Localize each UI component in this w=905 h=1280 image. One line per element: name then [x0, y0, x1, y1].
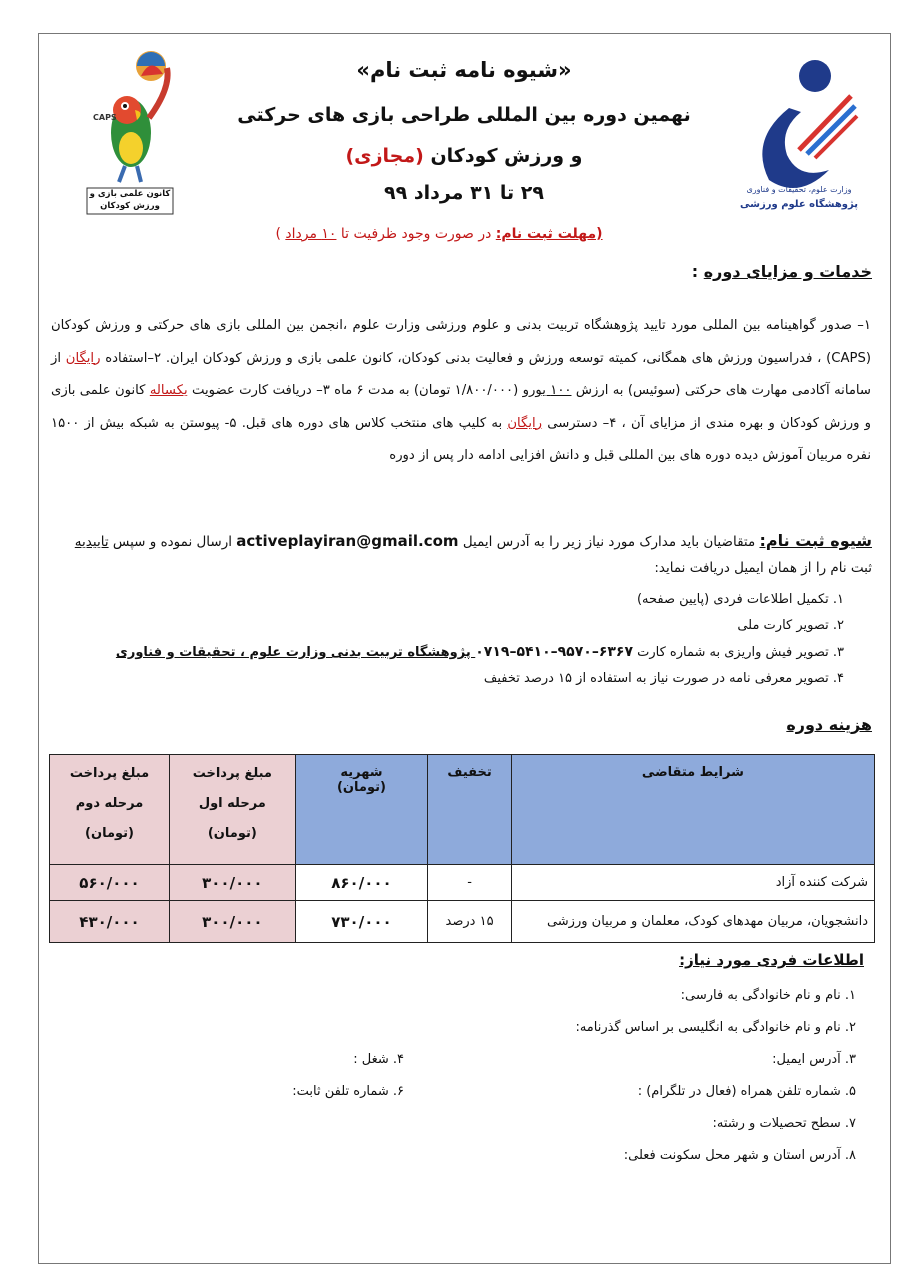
field-job: ۴. شغل : [353, 1052, 404, 1067]
list-item: ۴. تصویر معرفی نامه در صورت نیاز به استفاده از ۱۵ درصد تخفیف [483, 671, 844, 686]
services-text-4: کانون علمی بازی و ورزش کودکان و بهره مندی از مزایای آن ، ۴– دسترسی [51, 383, 871, 431]
table-cell: ۸۶۰/۰۰۰ [295, 865, 428, 901]
services-text-2: از سامانه آکادمی مهارت های حرکتی (سوئیس) به ارزش [51, 350, 871, 399]
deadline-close: ) [275, 226, 286, 242]
col-discount: تخفیف [428, 755, 512, 865]
card-number: ۶۳۶۷–۹۵۷۰–۵۴۱۰–۰۷۱۹ [475, 644, 633, 660]
field-email: ۳. آدرس ایمیل: [772, 1052, 856, 1067]
registration-heading: شیوه ثبت نام: [759, 531, 872, 550]
personal-heading-wrap [679, 950, 864, 969]
list-item [59, 639, 844, 666]
one-year-highlight: یکساله [149, 383, 188, 399]
field-education: ۷. سطح تحصیلات و رشته: [712, 1116, 856, 1131]
table-cell: ۳۰۰/۰۰۰ [170, 865, 296, 901]
fees-heading: هزینه دوره [786, 715, 872, 734]
field-address: ۸. آدرس استان و شهر محل سکونت فعلی: [623, 1148, 856, 1163]
list-item: ۱. تکمیل اطلاعات فردی (پایین صفحه) [636, 592, 844, 607]
table-header-row [50, 755, 875, 865]
table-cell: شرکت کننده آزاد [511, 865, 874, 901]
field-name-fa: ۱. نام و نام خانوادگی به فارسی: [680, 988, 856, 1003]
list-item-text: ۳. تصویر فیش واریزی به شماره کارت [633, 645, 844, 660]
deadline-text: در صورت وجود ظرفیت تا [336, 226, 492, 242]
services-text-3: (۱/۸۰۰/۰۰۰ تومان) به مدت ۶ ماه ۳– دریافت کارت عضویت [187, 383, 523, 399]
table-row [50, 865, 875, 901]
required-documents-list [59, 587, 844, 692]
course-dates: ۲۹ تا ۳۱ مرداد ۹۹ [384, 182, 544, 204]
registration-intro [59, 528, 872, 581]
col-applicant: شرایط متقاضی [511, 755, 874, 865]
caps-text: CAPS [93, 113, 117, 122]
table-row [50, 901, 875, 943]
field-mobile: ۵. شماره تلفن همراه (فعال در تلگرام) : [637, 1084, 856, 1099]
free-highlight-2: رایگان [507, 415, 543, 431]
fees-table [49, 754, 875, 943]
confirmation-word: تاییدیه [74, 534, 109, 550]
institute-label: پژوهشگاه علوم ورزشی [740, 199, 858, 210]
registration-email[interactable]: activeplayiran@gmail.com [236, 532, 459, 550]
euro-value: ۱۰۰ یورو [522, 383, 572, 399]
course-subtitle-text: و ورزش کودکان [430, 145, 583, 167]
deadline-date: ۱۰ مرداد [285, 226, 337, 242]
virtual-label: (مجازی) [345, 145, 424, 167]
field-phone: ۶. شماره تلفن ثابت: [292, 1084, 404, 1099]
registration-text-b: ارسال نموده و سپس [108, 534, 237, 550]
table-cell: ۷۳۰/۰۰۰ [295, 901, 428, 943]
sport-institute-logo [729, 50, 869, 220]
card-owner: پژوهشگاه تربیت بدنی وزارت علوم ، تحقیقات و فناوری [115, 645, 476, 660]
registration-text-a: متقاضیان باید مدارک مورد نیاز زیر را به آدرس ایمیل [458, 534, 760, 550]
course-subtitle [269, 145, 659, 167]
caps-parrot-logo [79, 48, 179, 218]
table-cell: دانشجویان، مربیان مهدهای کودک، معلمان و مربیان ورزشی [511, 901, 874, 943]
table-cell: ۴۳۰/۰۰۰ [50, 901, 170, 943]
page-title: «شیوه نامه ثبت نام» [356, 58, 572, 82]
table-cell: ۱۵ درصد [428, 901, 512, 943]
list-item: ۲. تصویر کارت ملی [737, 618, 844, 633]
col-second-payment: مبلغ پرداخت مرحله دوم (تومان) [50, 755, 170, 865]
registration-text-c: ثبت نام را از همان ایمیل دریافت نماید: [654, 560, 872, 576]
col-tuition: شهریه (تومان) [295, 755, 428, 865]
fees-heading-wrap [786, 715, 872, 734]
free-highlight-1: رایگان [65, 350, 101, 366]
table-cell: - [428, 865, 512, 901]
ministry-label: وزارت علوم، تحقیقات و فناوری [746, 185, 852, 194]
services-text-1: ۱– صدور گواهینامه بین المللی مورد تایید پژوهشگاه تربیت بدنی و علوم ورزشی وزارت علوم ،انجمن بین المللی بازی های حرکتی و ورزش کودکان (CAPS) ، فدراسیون ورزش های همگانی، کمیته توسعه ورزش و فعالیت بدنی کودکان، کانون علمی بازی و ورزش کودکان ایران. ۲–استفاده [51, 318, 871, 366]
course-title: نهمین دوره بین المللی طراحی بازی های حرکتی [237, 104, 691, 126]
col-first-payment: مبلغ پرداخت مرحله اول (تومان) [170, 755, 296, 865]
services-paragraph [51, 310, 871, 473]
table-cell: ۵۶۰/۰۰۰ [50, 865, 170, 901]
deadline-label: (مهلت ثبت نام: [495, 226, 603, 242]
field-name-en: ۲. نام و نام خانوادگی به انگلیسی بر اساس گذرنامه: [575, 1020, 856, 1035]
document-page [38, 33, 891, 1264]
personal-heading: اطلاعات فردی مورد نیاز: [679, 951, 864, 969]
services-text-5: به کلیپ های منتخب کلاس های دوره های قبل. ۵- پیوستن به شبکه بیش از ۱۵۰۰ نفره مربیان آموزش دیده دوره های بین المللی قبل و دانش افزایی ادامه دار پس از دوره [51, 415, 871, 464]
table-cell: ۳۰۰/۰۰۰ [170, 901, 296, 943]
caps-logo-label: کانون علمی بازی و ورزش کودکان [89, 189, 171, 211]
registration-deadline [209, 226, 669, 242]
services-heading: خدمات و مزایای دوره [703, 262, 872, 281]
services-heading-wrap: خدمات و مزایای دوره : [691, 262, 872, 281]
